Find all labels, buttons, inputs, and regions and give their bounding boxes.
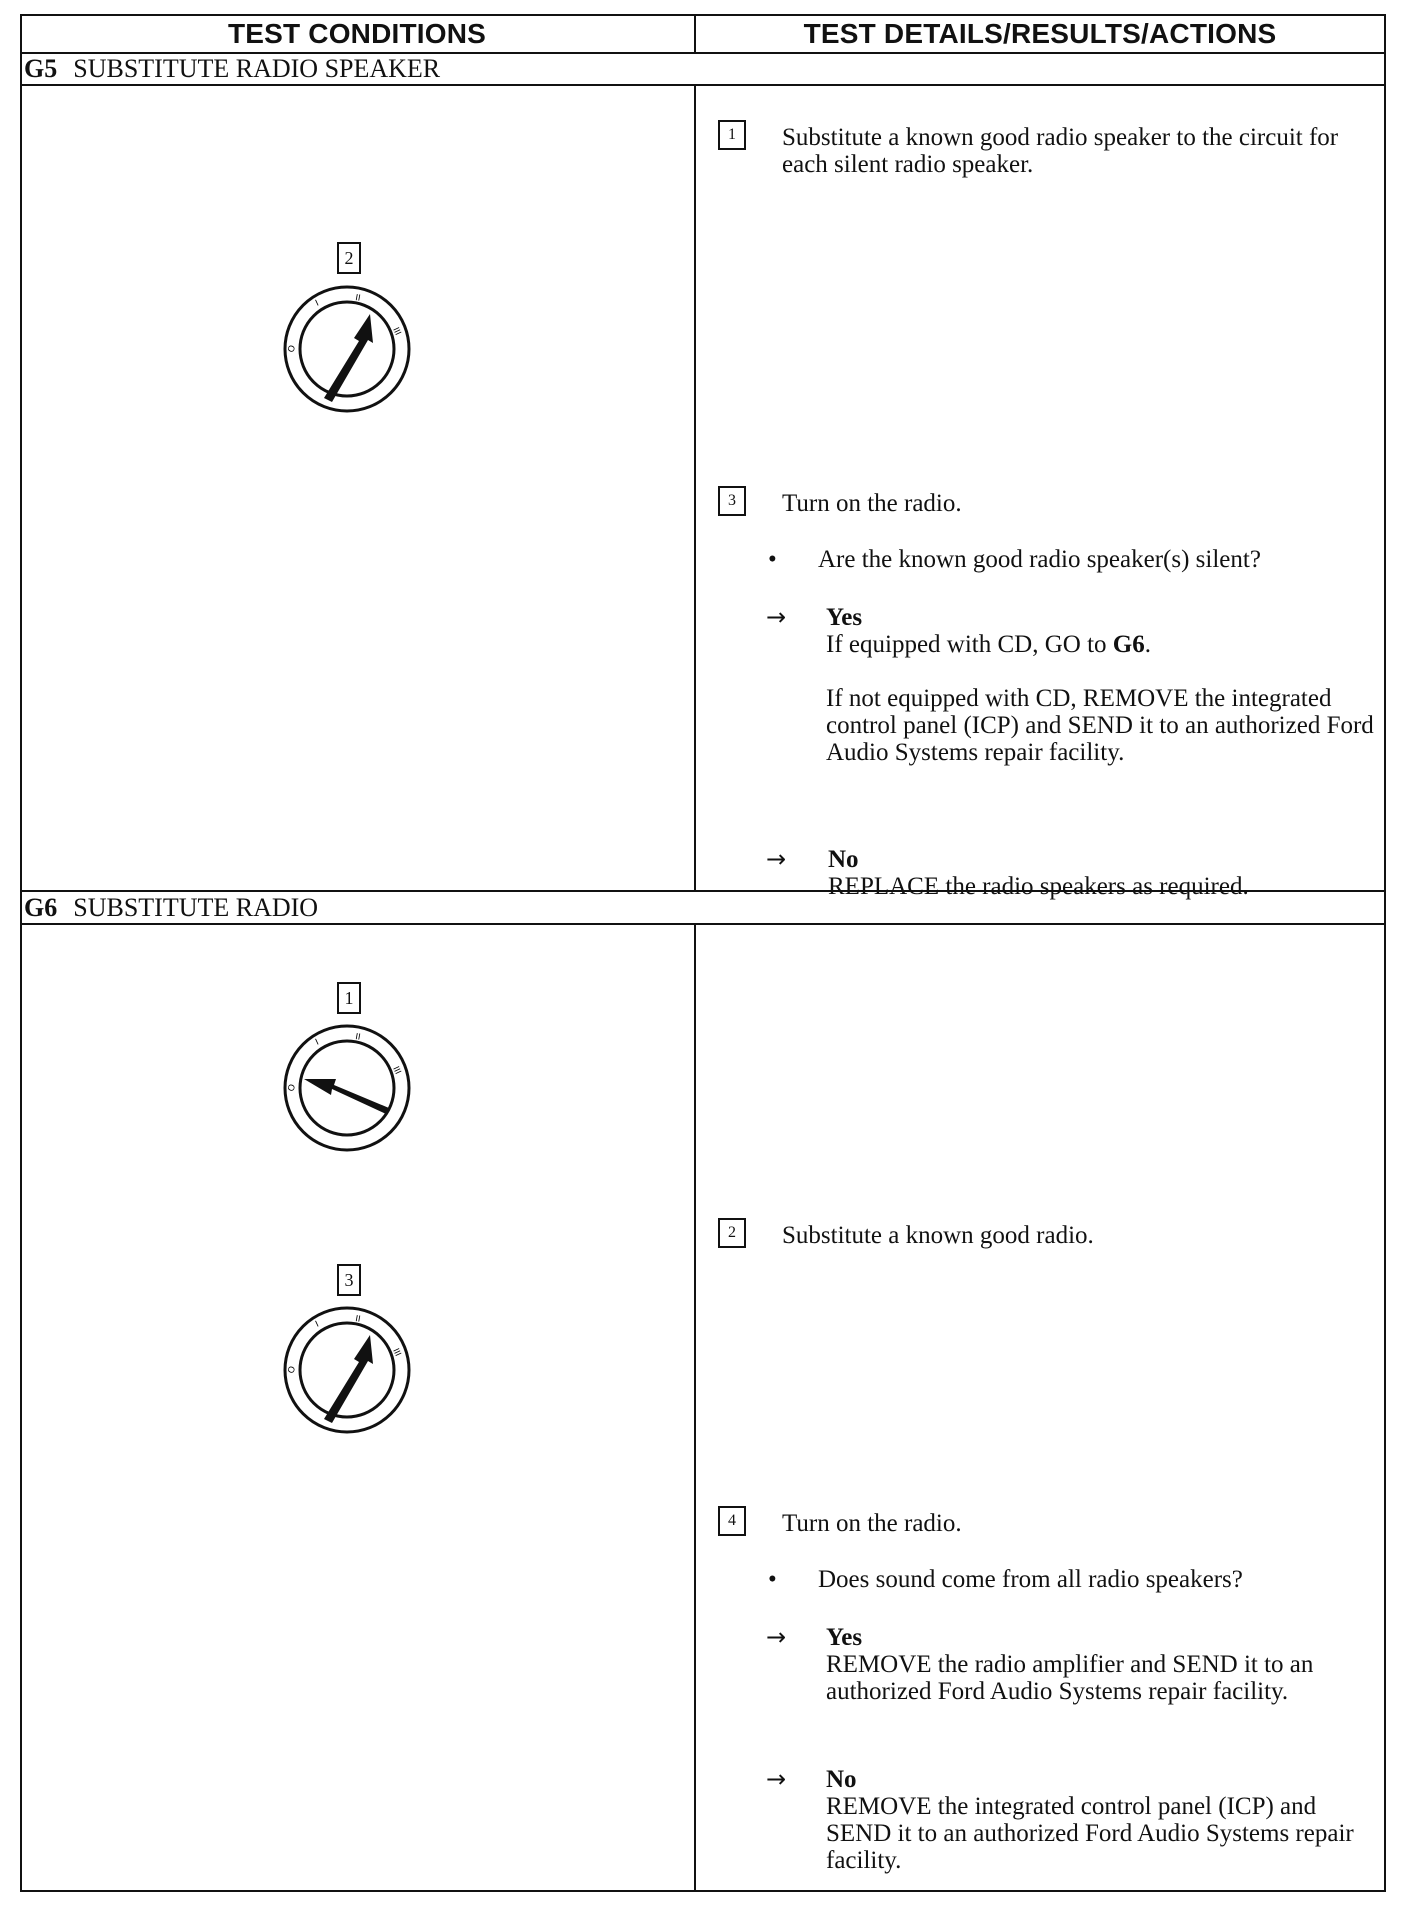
section-g5-id: G5 xyxy=(24,54,58,83)
svg-text:II: II xyxy=(354,292,362,303)
svg-text:III: III xyxy=(391,1346,404,1358)
step-number-box: 2 xyxy=(718,1218,746,1248)
result-yes-text: REMOVE the radio amplifier and SEND it to an authorized Ford Audio Systems repair facility. xyxy=(826,1651,1314,1705)
step-text: Turn on the radio. xyxy=(782,1510,962,1537)
illustration-step-number: 3 xyxy=(337,1264,361,1296)
result-label-no: No xyxy=(828,846,859,873)
g5-result-yes xyxy=(766,604,1382,766)
column-header-test-conditions: TEST CONDITIONS xyxy=(227,18,487,49)
step-text: Turn on the radio. xyxy=(782,490,962,517)
svg-text:III: III xyxy=(391,325,404,337)
arrow-right-icon: → xyxy=(766,1765,787,1793)
result-yes-line-1: If equipped with CD, GO to G6. xyxy=(826,631,1151,658)
arrow-right-icon: → xyxy=(766,1623,787,1651)
svg-text:I: I xyxy=(313,1036,321,1047)
goto-g6-reference: G6 xyxy=(1112,631,1145,658)
section-g5-title xyxy=(24,52,440,84)
g5-result-no xyxy=(766,846,1382,900)
g6-step-2 xyxy=(718,1222,1378,1249)
question-text: Does sound come from all radio speakers? xyxy=(818,1566,1243,1593)
column-header-test-details: TEST DETAILS/RESULTS/ACTIONS xyxy=(803,18,1277,49)
svg-text:II: II xyxy=(354,1313,362,1324)
section-g6-name: SUBSTITUTE RADIO xyxy=(73,893,319,922)
ignition-key-switch-icon xyxy=(277,1300,417,1440)
arrow-right-icon: → xyxy=(766,845,787,873)
svg-text:I: I xyxy=(313,297,321,308)
g6-result-no xyxy=(766,1766,1382,1874)
g5-question: • Are the known good radio speaker(s) silent? xyxy=(768,546,1378,573)
arrow-right-icon: → xyxy=(766,603,787,631)
svg-text:O: O xyxy=(285,1364,298,1375)
step-number-box: 4 xyxy=(718,1506,746,1536)
result-label-yes: Yes xyxy=(826,604,863,631)
svg-text:O: O xyxy=(285,343,298,354)
g5-step-1 xyxy=(718,124,1378,178)
ignition-key-switch-icon xyxy=(277,1018,417,1158)
result-no-text: REPLACE the radio speakers as required. xyxy=(828,873,1249,900)
svg-text:O: O xyxy=(285,1082,298,1093)
result-label-no: No xyxy=(826,1766,857,1793)
svg-text:III: III xyxy=(391,1064,404,1076)
svg-text:I: I xyxy=(313,1318,321,1329)
illustration-step-number: 1 xyxy=(337,982,361,1014)
result-no-text: REMOVE the integrated control panel (ICP) and SEND it to an authorized Ford Audio Systems repair facility. xyxy=(826,1793,1354,1874)
result-label-yes: Yes xyxy=(826,1624,863,1651)
g6-step-4 xyxy=(718,1510,1378,1537)
ignition-key-switch-icon xyxy=(277,279,417,419)
g6-question: • Does sound come from all radio speakers? xyxy=(768,1566,1378,1593)
g5-step-3 xyxy=(718,490,1378,517)
section-g6-title xyxy=(24,891,318,923)
test-procedure-table xyxy=(20,14,1386,1892)
svg-text:II: II xyxy=(354,1031,362,1042)
section-g6-id: G6 xyxy=(24,893,58,922)
step-text: Substitute a known good radio. xyxy=(782,1222,1094,1249)
g6-result-yes xyxy=(766,1624,1382,1705)
illustration-step-number: 2 xyxy=(337,242,361,274)
step-number-box: 1 xyxy=(718,120,746,150)
result-yes-line-2: If not equipped with CD, REMOVE the integrated control panel (ICP) and SEND it to an authorized Ford Audio Systems repair facility. xyxy=(826,685,1374,766)
question-text: Are the known good radio speaker(s) silent? xyxy=(818,546,1261,573)
section-g5-name: SUBSTITUTE RADIO SPEAKER xyxy=(73,54,441,83)
step-number-box: 3 xyxy=(718,486,746,516)
step-text: Substitute a known good radio speaker to the circuit for each silent radio speaker. xyxy=(782,124,1339,178)
